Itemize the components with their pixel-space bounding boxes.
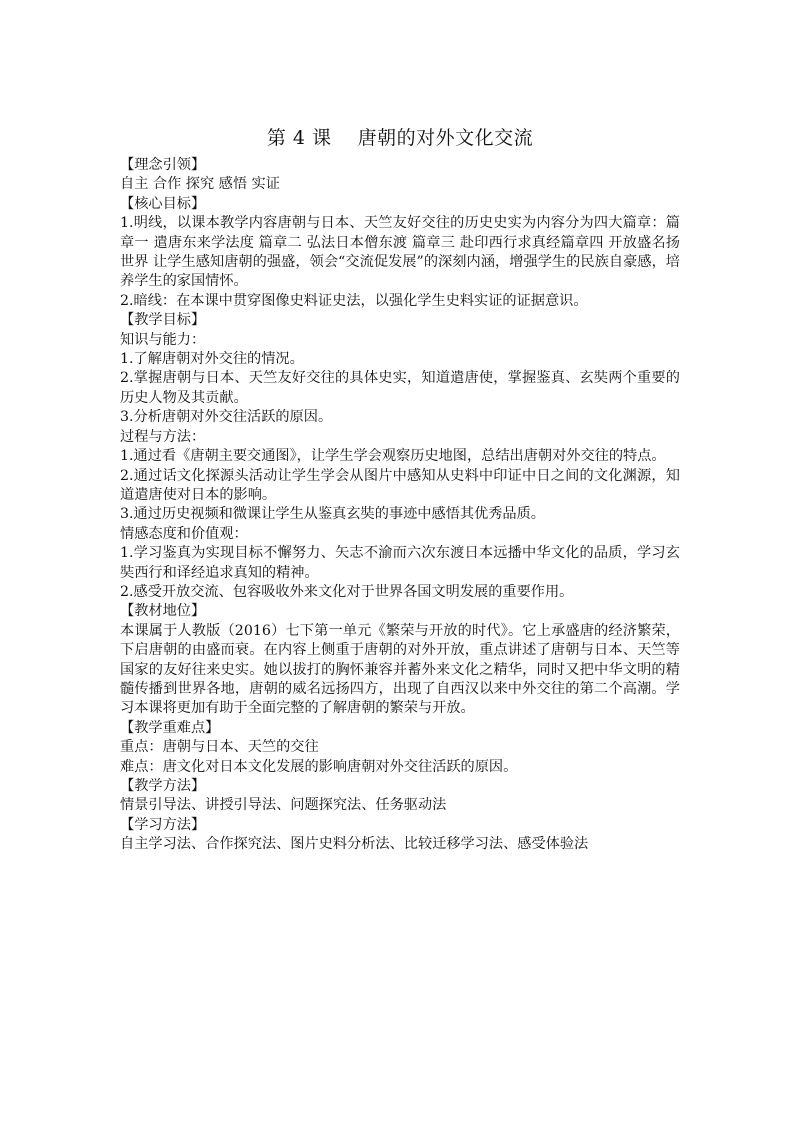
process-item-3: 3.通过历史视频和微课让学生从鉴真玄奘的事迹中感悟其优秀品质。 (120, 506, 545, 523)
section-heading-concept: 【理念引领】 (120, 157, 206, 173)
position-text: 本课属于人教版（2016）七下第一单元《繁荣与开放的时代》。它上承盛唐的经济繁荣，下启唐朝的由盛而衰。在内容上侧重于唐朝的对外开放，重点讲述了唐朝与日本、天竺等国家的友好往来史实。她以拔打的胸怀兼容并蓄外来文化之精华，同时又把中华文明的精髓传播到世界各地，唐朝的威名远扬四方，出现了自西汉以来中外交往的第二个高潮。学习本课将更加有助于全面完整的了解唐朝的繁荣与开放。 (120, 622, 680, 717)
document-page (120, 124, 680, 855)
emotion-item-2: 2.感受开放交流、包容吸收外来文化对于世界各国文明发展的重要作用。 (120, 583, 574, 600)
section-heading-core-goals: 【核心目标】 (120, 195, 206, 212)
key-point-text: 重点：唐朝与日本、天竺的交往 (120, 739, 319, 756)
core-goals-paragraph-2: 2.暗线：在本课中贯穿图像史料证史法，以强化学生史料实证的证据意识。 (120, 292, 588, 309)
page-title: 第 4 课 唐朝的对外文化交流 (266, 127, 534, 149)
concept-text: 自主 合作 探究 感悟 实证 (120, 176, 280, 193)
section-heading-teaching-methods: 【教学方法】 (120, 778, 206, 794)
emotion-label: 情感态度和价值观： (120, 525, 248, 542)
knowledge-item-1: 1.了解唐朝对外交往的情况。 (120, 351, 304, 368)
process-item-1: 1.通过看《唐朝主要交通图》，让学生学会观察历史地图，总结出唐朝对外交往的特点。 (120, 448, 666, 465)
section-heading-teaching-goals: 【教学目标】 (120, 312, 206, 329)
learning-methods-text: 自主学习法、合作探究法、图片史料分析法、比较迁移学习法、感受体验法 (120, 836, 589, 853)
section-heading-key-points: 【教学重难点】 (120, 719, 220, 736)
knowledge-item-2: 2.掌握唐朝与日本、天竺友好交往的具体史实，知道遣唐使，掌握鉴真、玄奘两个重要的历史人物及其贡献。 (120, 370, 680, 406)
teaching-methods-text: 情景引导法、讲授引导法、问题探究法、任务驱动法 (120, 797, 447, 814)
difficult-point-text: 难点：唐文化对日本文化发展的影响唐朝对外交往活跃的原因。 (120, 758, 518, 775)
emotion-item-1: 1.学习鉴真为实现目标不懈努力、矢志不渝而六次东渡日本远播中华文化的品质，学习玄奘西行和译经追求真知的精神。 (120, 545, 680, 581)
section-heading-learning-methods: 【学习方法】 (120, 816, 206, 833)
knowledge-item-3: 3.分析唐朝对外交往活跃的原因。 (120, 409, 333, 426)
core-goals-paragraph-1: 1.明线，以课本教学内容唐朝与日本、天竺友好交往的历史史实为内容分为四大篇章：篇章一 遣唐东来学法度 篇章二 弘法日本僧东渡 篇章三 赴印西行求真经篇章四 开放盛名扬世界 让学生感知唐朝的强盛，领会“交流促发展”的深刻内涵，增强学生的民族自豪感，培养学生的家国情怀。 (120, 215, 680, 290)
section-heading-position: 【教材地位】 (120, 603, 206, 620)
process-item-2: 2.通过话文化探源头活动让学生学会从图片中感知从史料中印证中日之间的文化渊源，知道遣唐使对日本的影响。 (120, 467, 680, 503)
knowledge-label: 知识与能力： (120, 331, 206, 348)
process-label: 过程与方法： (120, 428, 206, 445)
